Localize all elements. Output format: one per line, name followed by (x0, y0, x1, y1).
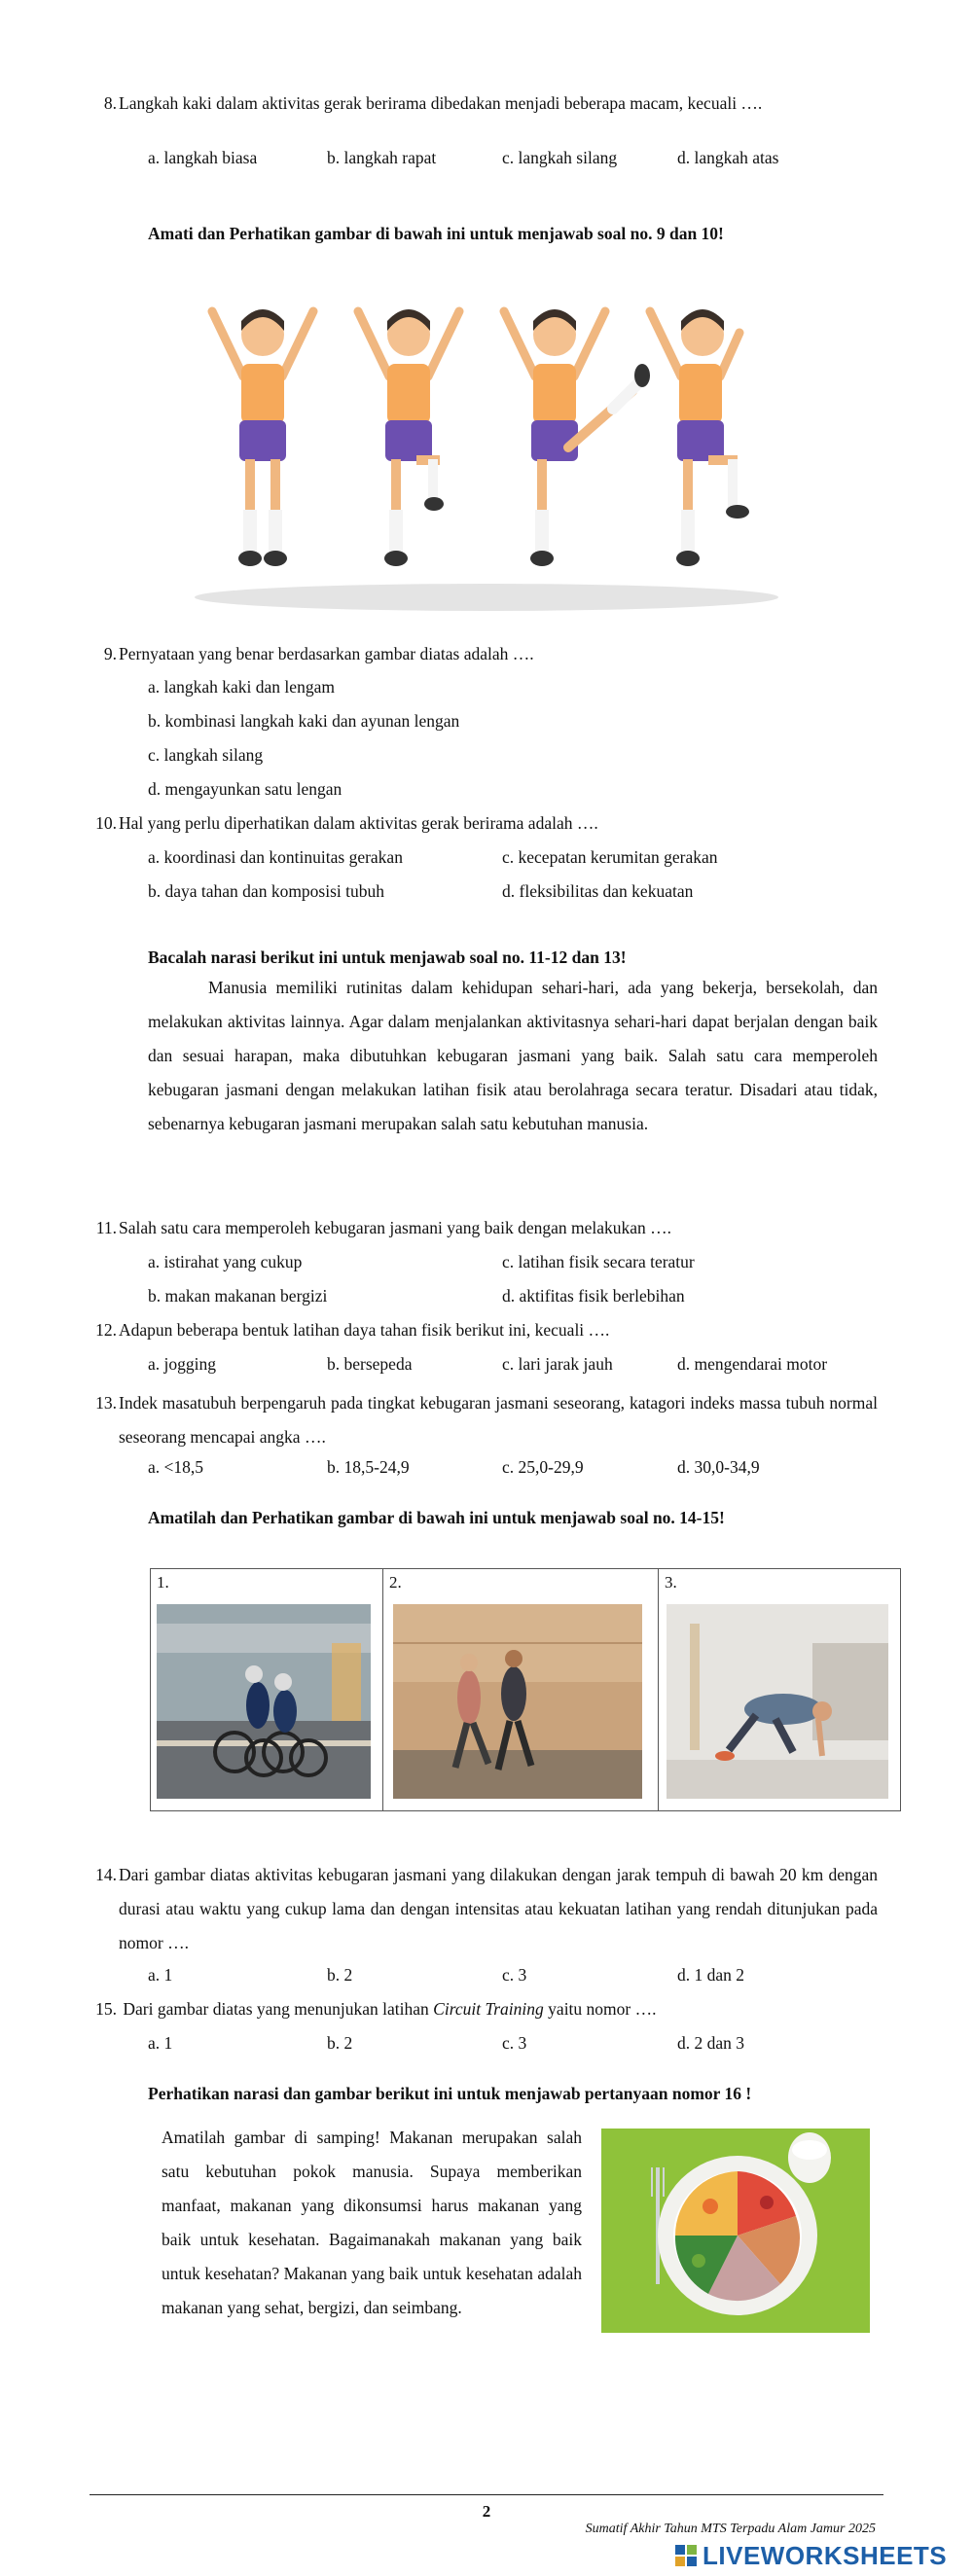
question-text: Hal yang perlu diperhatikan dalam aktivitas gerak berirama adalah …. (119, 813, 598, 833)
question-15 (95, 1997, 878, 2021)
option-a[interactable]: a. 1 (148, 2033, 173, 2053)
question-text: Langkah kaki dalam aktivitas gerak berirama dibedakan menjadi beberapa macam, kecuali …. (119, 93, 763, 113)
cell-number: 2. (389, 1573, 402, 1592)
option-a[interactable]: a. 1 (148, 1965, 173, 1985)
option-b[interactable]: b. daya tahan dan komposisi tubuh (148, 881, 385, 901)
option-b[interactable]: b. 2 (327, 1965, 353, 1985)
question-14 (95, 1858, 878, 1960)
question-text (119, 1997, 878, 2021)
children-exercise-image (175, 274, 798, 613)
option-c[interactable]: c. langkah silang (502, 148, 618, 167)
question-9 (103, 642, 878, 665)
liveworksheets-logo-icon (675, 2545, 697, 2566)
option-c[interactable]: c. 3 (502, 1965, 527, 1985)
question-text-after: yaitu nomor …. (543, 1999, 657, 2019)
option-d[interactable]: d. mengendarai motor (677, 1354, 828, 1374)
question-text: Pernyataan yang benar berdasarkan gambar diatas adalah …. (119, 644, 534, 663)
question-text: Dari gambar diatas aktivitas kebugaran jasmani yang dilakukan dengan jarak tempuh di bawah 20 km dengan durasi atau waktu yang cukup lama dan dengan intensitas atau kekuatan latihan yang rendah ditunjukan pada nomor …. (119, 1865, 878, 1952)
question-number: 15. (95, 1999, 117, 2019)
option-c[interactable]: c. 3 (502, 2033, 527, 2053)
cell-number: 1. (157, 1573, 169, 1592)
food-narrative: Amatilah gambar di samping! Makanan merupakan salah satu kebutuhan pokok manusia. Supaya memberikan manfaat, makanan yang dikonsumsi harus makanan yang baik untuk kesehatan. Bagaimanakah makanan yang baik untuk kesehatan? Makanan yang baik untuk kesehatan adalah makanan yang sehat, bergizi, dan seimbang. (162, 2128, 582, 2317)
option-b[interactable]: b. 18,5-24,9 (327, 1457, 410, 1477)
option-c[interactable]: c. langkah silang (148, 745, 264, 765)
question-8 (103, 91, 878, 115)
option-d[interactable]: d. mengayunkan satu lengan (148, 779, 342, 799)
question-number: 9. (103, 644, 117, 663)
question-number: 13. (95, 1393, 117, 1413)
liveworksheets-brand: LIVEWORKSHEETS (703, 2541, 948, 2570)
table-cell-2 (382, 1568, 659, 1811)
instruction-14-15: Amatilah dan Perhatikan gambar di bawah ini untuk menjawab soal no. 14-15! (148, 1508, 725, 1527)
cycling-photo (157, 1604, 371, 1799)
question-number: 10. (95, 813, 117, 833)
option-d[interactable]: d. 2 dan 3 (677, 2033, 745, 2053)
question-13 (95, 1386, 878, 1454)
question-text-before: Dari gambar diatas yang menunjukan latihan (123, 1999, 434, 2019)
question-text: Salah satu cara memperoleh kebugaran jasmani yang baik dengan melakukan …. (119, 1218, 672, 1237)
option-a[interactable]: a. <18,5 (148, 1457, 204, 1477)
footer-caption: Sumatif Akhir Tahun MTS Terpadu Alam Jamur 2025 (585, 2522, 876, 2536)
narrative-paragraph: Manusia memiliki rutinitas dalam kehidupan sehari-hari, ada yang bekerja, bersekolah, dan melakukan aktivitas lainnya. Agar dalam menjalankan aktivitasnya sehari-hari dapat berjalan dengan baik dan sesuai harapan, maka dibutuhkan kebugaran jasmani yang baik. Salah satu cara memperoleh kebugaran jasmani dengan melakukan latihan fisik atau berolahraga secara teratur. Disadari atau tidak, sebenarnya kebugaran jasmani merupakan salah satu kebutuhan manusia. (148, 978, 878, 1133)
table-cell-3 (658, 1568, 901, 1811)
question-number: 11. (95, 1218, 117, 1237)
option-b[interactable]: b. bersepeda (327, 1354, 413, 1374)
instruction-9-10: Amati dan Perhatikan gambar di bawah ini untuk menjawab soal no. 9 dan 10! (148, 224, 724, 243)
option-c[interactable]: c. latihan fisik secara teratur (502, 1252, 695, 1271)
question-number: 14. (95, 1865, 117, 1884)
healthy-food-image (601, 2129, 870, 2333)
running-photo (393, 1604, 642, 1799)
question-number: 8. (103, 93, 117, 113)
option-d[interactable]: d. 1 dan 2 (677, 1965, 745, 1985)
exercise-image-table (150, 1568, 901, 1811)
option-c[interactable]: c. 25,0-29,9 (502, 1457, 584, 1477)
option-a[interactable]: a. jogging (148, 1354, 216, 1374)
question-text: Indek masatubuh berpengaruh pada tingkat kebugaran jasmani seseorang, katagori indeks massa tubuh normal seseorang mencapai angka …. (119, 1393, 878, 1447)
option-d[interactable]: d. aktifitas fisik berlebihan (502, 1286, 685, 1306)
instruction-11-13: Bacalah narasi berikut ini untuk menjawab soal no. 11-12 dan 13! (148, 948, 627, 967)
question-number: 12. (95, 1320, 117, 1340)
question-10 (95, 811, 878, 835)
option-a[interactable]: a. koordinasi dan kontinuitas gerakan (148, 847, 403, 867)
option-d[interactable]: d. fleksibilitas dan kekuatan (502, 881, 694, 901)
option-c[interactable]: c. lari jarak jauh (502, 1354, 613, 1374)
question-text: Adapun beberapa bentuk latihan daya tahan fisik berikut ini, kecuali …. (119, 1320, 610, 1340)
circuit-training-term: Circuit Training (433, 1999, 544, 2019)
option-b[interactable]: b. makan makanan bergizi (148, 1286, 328, 1306)
option-d[interactable]: d. 30,0-34,9 (677, 1457, 760, 1477)
option-c[interactable]: c. kecepatan kerumitan gerakan (502, 847, 718, 867)
instruction-16: Perhatikan narasi dan gambar berikut ini untuk menjawab pertanyaan nomor 16 ! (148, 2084, 752, 2103)
food-plate-photo (601, 2129, 870, 2333)
rhythmic-exercise-illustration (175, 274, 798, 613)
option-a[interactable]: a. istirahat yang cukup (148, 1252, 303, 1271)
option-a[interactable]: a. langkah kaki dan lengam (148, 677, 335, 697)
option-a[interactable]: a. langkah biasa (148, 148, 258, 167)
option-b[interactable]: b. 2 (327, 2033, 353, 2053)
liveworksheets-logo[interactable] (675, 2541, 967, 2570)
option-d[interactable]: d. langkah atas (677, 148, 779, 167)
question-12 (95, 1318, 878, 1342)
footer-divider (90, 2494, 883, 2495)
workout-photo (667, 1604, 888, 1799)
table-cell-1 (150, 1568, 383, 1811)
page-number: 2 (482, 2502, 491, 2521)
option-b[interactable]: b. kombinasi langkah kaki dan ayunan lengan (148, 711, 460, 731)
option-b[interactable]: b. langkah rapat (327, 148, 437, 167)
question-11 (95, 1216, 878, 1239)
cell-number: 3. (665, 1573, 677, 1592)
